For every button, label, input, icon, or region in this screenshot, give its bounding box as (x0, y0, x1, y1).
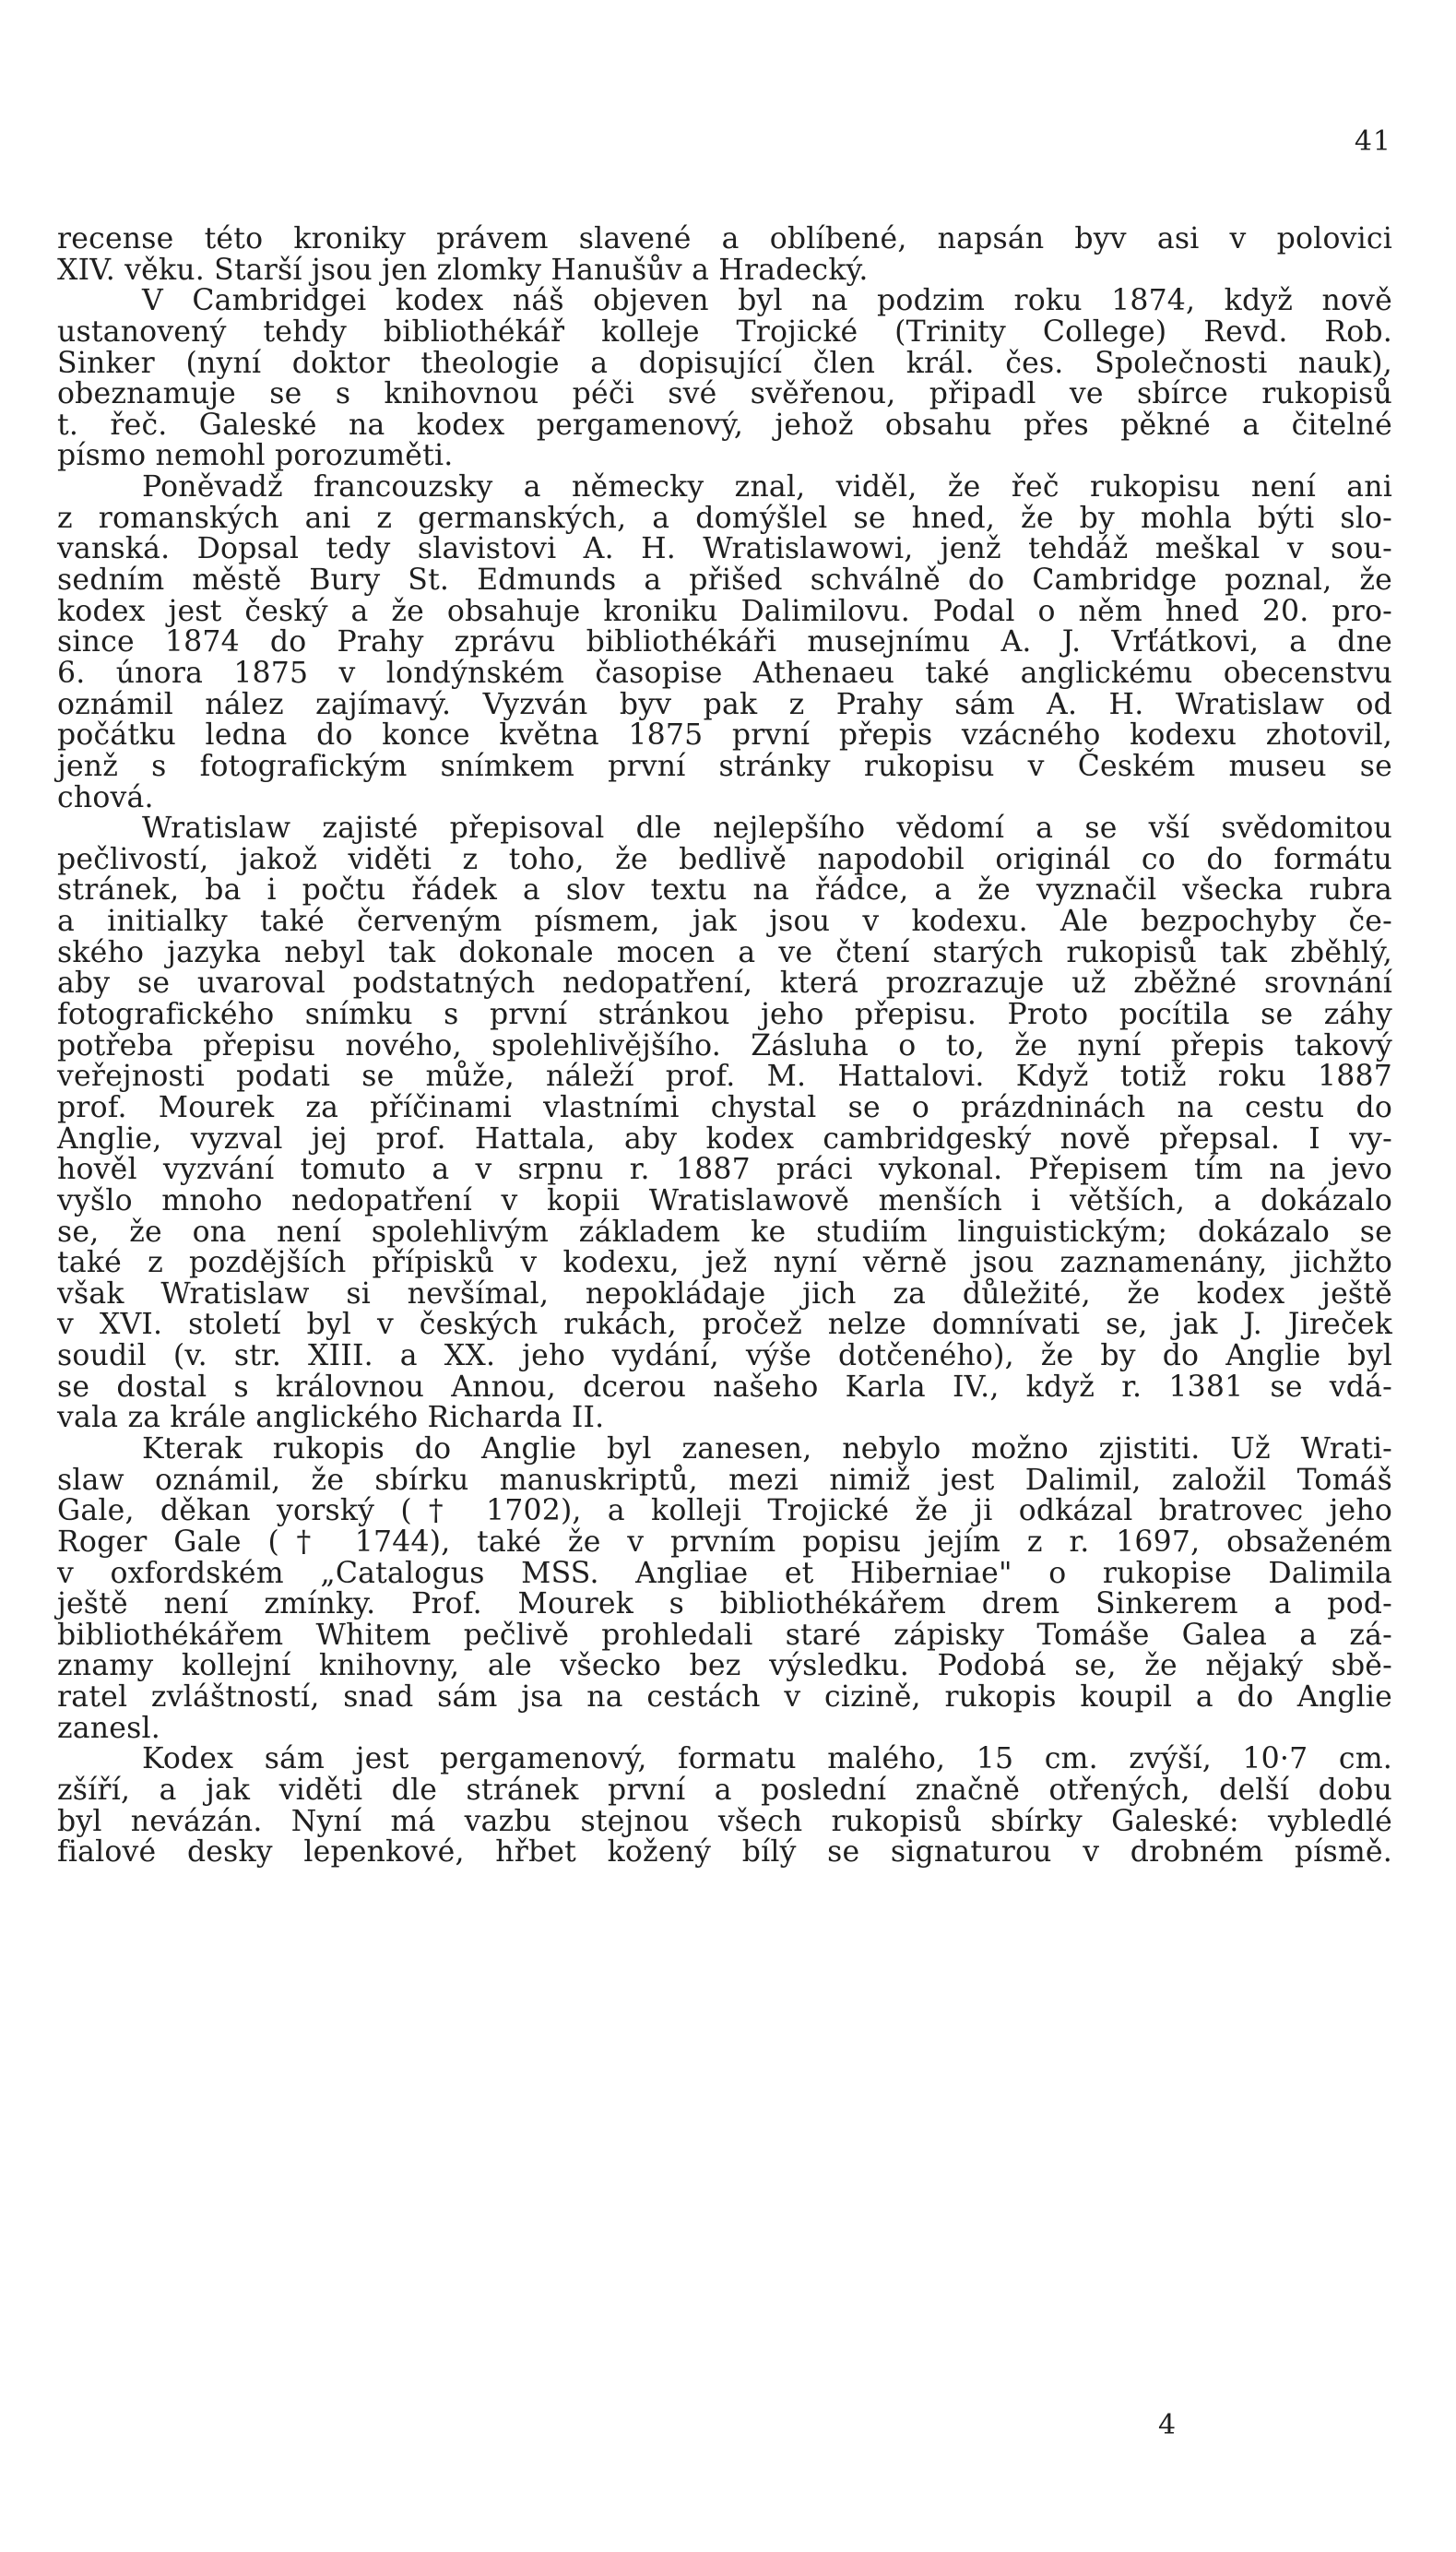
text-line: Anglie, vyzval jej prof. Hattala, aby kodex cambridgeský nově přepsal. I vy- (57, 1122, 1392, 1156)
text-line: Kodex sám jest pergamenový, formatu malého, 15 cm. zvýší, 10·7 cm. (142, 1742, 1392, 1776)
page-number: 41 (1354, 125, 1391, 158)
text-line: Sinker (nyní doktor theologie a dopisující člen král. čes. Společnosti nauk), (57, 346, 1392, 380)
text-line: také z pozdějších přípisků v kodexu, jež nyní věrně jsou zaznamenány, jichžto (57, 1246, 1392, 1280)
text-line: ještě není zmínky. Prof. Mourek s bibliothékářem drem Sinkerem a pod- (57, 1587, 1392, 1621)
text-line: zšíří, a jak viděti dle stránek první a poslední značně otřených, delší dobu (57, 1774, 1392, 1808)
text-line: ratel zvláštností, snad sám jsa na cestách v cizině, rukopis koupil a do Anglie (57, 1680, 1392, 1715)
text-line: kodex jest český a že obsahuje kroniku Dalimilovu. Podal o něm hned 20. pro- (57, 594, 1392, 628)
text-line: ustanovený tehdy bibliothékář kolleje Trojické (Trinity College) Revd. Rob. (57, 315, 1392, 349)
text-line: v XVI. století byl v českých rukách, pročež nelze domnívati se, jak J. Jireček (57, 1308, 1392, 1342)
text-line: stránek, ba i počtu řádek a slov textu na řádce, a že vyznačil všecka rubra (57, 873, 1392, 908)
text-line: však Wratislaw si nevšímal, nepokládaje jich za důležité, že kodex ještě (57, 1276, 1392, 1311)
text-line: soudil (v. str. XIII. a XX. jeho vydání, výše dotčeného), že by do Anglie byl (57, 1339, 1392, 1373)
text-line: byl nevázán. Nyní má vazbu stejnou všech rukopisů sbírky Galeské: vybledlé (57, 1804, 1392, 1838)
text-line: bibliothékářem Whitem pečlivě prohledali staré zápisky Tomáše Galea a zá- (57, 1618, 1392, 1652)
text-line: zanesl. (57, 1711, 160, 1745)
text-line: t. řeč. Galeské na kodex pergamenový, jehož obsahu přes pěkné a čitelné (57, 408, 1392, 442)
text-line: chová. (57, 780, 154, 814)
text-line: vanská. Dopsal tedy slavistovi A. H. Wratislawowi, jenž tehdáž meškal v sou- (57, 532, 1392, 566)
text-line: recense této kroniky právem slavené a oblíbené, napsán byv asi v polovici (57, 222, 1392, 255)
text-line: Roger Gale († 1744), také že v prvním popisu jejím z r. 1697, obsaženém (57, 1525, 1392, 1559)
text-line: 6. února 1875 v londýnském časopise Athenaeu také anglickému obecenstvu (57, 656, 1392, 690)
text-line: since 1874 do Prahy zprávu bibliothékáři musejnímu A. J. Vrťátkovi, a dne (57, 625, 1392, 659)
text-line: se dostal s královnou Annou, dcerou našeho Karla IV., když r. 1381 se vdá- (57, 1370, 1392, 1404)
text-line: ského jazyka nebyl tak dokonale mocen a ve čtení starých rukopisů tak zběhlý, (57, 935, 1392, 969)
text-line: slaw oznámil, že sbírku manuskriptů, mezi nimiž jest Dalimil, založil Tomáš (57, 1463, 1392, 1497)
text-line: znamy kollejní knihovny, ale všecko bez výsledku. Podobá se, že nějaký sbě- (57, 1649, 1392, 1683)
text-line: vala za krále anglického Richarda II. (57, 1401, 605, 1435)
text-line: jenž s fotografickým snímkem první stránky rukopisu v Českém museu se (57, 749, 1392, 783)
text-line: Gale, děkan yorský († 1702), a kolleji Trojické že ji odkázal bratrovec jeho (57, 1494, 1392, 1528)
text-line: Poněvadž francouzsky a německy znal, viděl, že řeč rukopisu není ani (142, 470, 1392, 504)
text-line: písmo nemohl porozuměti. (57, 439, 454, 473)
text-line: v oxfordském „Catalogus MSS. Angliae et Hiberniae" o rukopise Dalimila (57, 1556, 1392, 1590)
text-line: Wratislaw zajisté přepisoval dle nejlepšího vědomí a se vší svědomitou (142, 812, 1392, 846)
text-line: potřeba přepisu nového, spolehlivějšího. Zásluha o to, že nyní přepis takový (57, 1028, 1392, 1062)
text-line: a initialky také červeným písmem, jak jsou v kodexu. Ale bezpochyby če- (57, 905, 1392, 939)
text-line: aby se uvaroval podstatných nedopatření, která prozrazuje už zběžné srovnání (57, 967, 1392, 1001)
text-line: V Cambridgei kodex náš objeven byl na podzim roku 1874, když nově (142, 284, 1392, 318)
text-line: obeznamuje se s knihovnou péči své svěřenou, připadl ve sbírce rukopisů (57, 377, 1392, 411)
text-line: se, že ona není spolehlivým základem ke studiím linguistickým; dokázalo se (57, 1215, 1392, 1249)
text-line: hověl vyzvání tomuto a v srpnu r. 1887 práci vykonal. Přepisem tím na jevo (57, 1153, 1392, 1187)
text-line: XIV. věku. Starší jsou jen zlomky Hanušův a Hradecký. (57, 253, 869, 287)
text-line: počátku ledna do konce května 1875 první přepis vzácného kodexu zhotovil, (57, 718, 1392, 753)
text-line: veřejnosti podati se může, náleží prof. M. Hattalovi. Když totiž roku 1887 (57, 1060, 1392, 1094)
text-line: prof. Mourek za příčinami vlastními chystal se o prázdninách na cestu do (57, 1090, 1392, 1124)
body-text (57, 224, 1392, 1869)
text-line: Kterak rukopis do Anglie byl zanesen, nebylo možno zjistiti. Už Wrati- (142, 1431, 1392, 1466)
text-line: sedním městě Bury St. Edmunds a přišed schválně do Cambridge poznal, že (57, 564, 1392, 598)
text-line: fotografického snímku s první stránkou jeho přepisu. Proto pocítila se záhy (57, 998, 1392, 1032)
text-line: fialové desky lepenkové, hřbet kožený bílý se signaturou v drobném písmě. (57, 1835, 1392, 1869)
text-line: vyšlo mnoho nedopatření v kopii Wratislawově menších i větších, a dokázalo (57, 1183, 1392, 1217)
text-line: oznámil nález zajímavý. Vyzván byv pak z Prahy sám A. H. Wratislaw od (57, 687, 1392, 721)
printer-signature-mark: 4 (1158, 2409, 1177, 2441)
text-line: pečlivostí, jakož viděti z toho, že bedlivě napodobil originál co do formátu (57, 842, 1392, 876)
text-line: z romanských ani z germanských, a domýšlel se hned, že by mohla býti slo- (57, 501, 1392, 535)
